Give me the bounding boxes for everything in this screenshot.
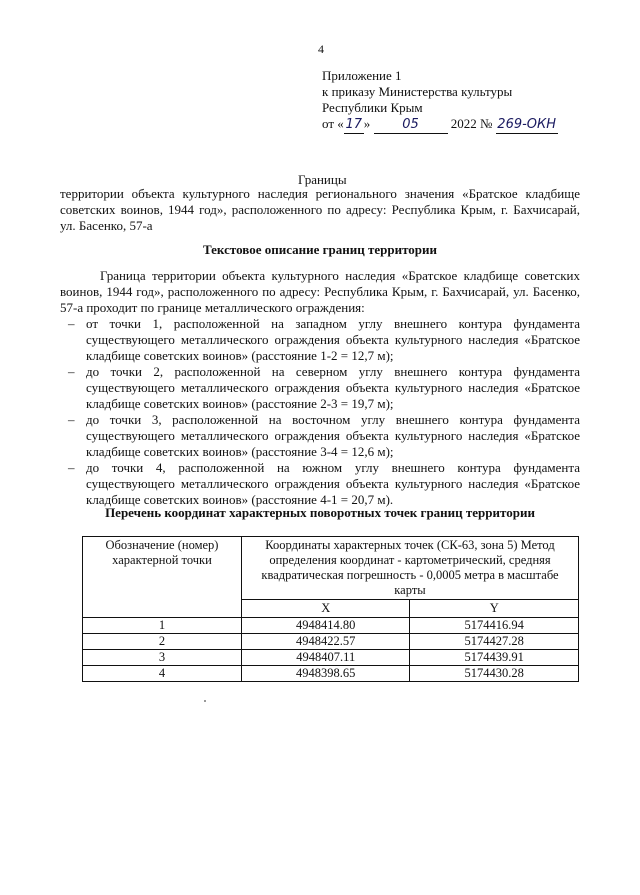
cell-x: 4948414.80 [242, 618, 410, 634]
order-number: 269-ОКН [497, 117, 557, 132]
date-year: 2022 № [450, 116, 493, 131]
table-row [83, 666, 579, 682]
list-item-text: от точки 1, расположенной на западном углу внешнего контура фундамента существующего металлического ограждения объекта культурного наследия «Братское кладбище советских воинов» (расстояние 1-2 = 12,7 м); [86, 316, 580, 363]
appendix-line-3: Республики Крым [322, 100, 423, 115]
list-dash: – [68, 364, 75, 379]
document-title: Границы [298, 172, 347, 187]
date-day: 17 [345, 117, 363, 132]
list-item [60, 412, 580, 460]
list-dash: – [68, 412, 75, 427]
list-item [60, 316, 580, 364]
table-row [83, 618, 579, 634]
cell-x: 4948422.57 [242, 634, 410, 650]
date-prefix: от « [322, 116, 344, 131]
list-item-text: до точки 2, расположенной на северном углу внешнего контура фундамента существующего металлического ограждения объекта культурного наследия «Братское кладбище советских воинов» (расстояние 2-3 = 19,7 м); [86, 364, 580, 411]
cell-y: 5174439.91 [410, 650, 579, 666]
list-item [60, 460, 580, 508]
list-item [60, 364, 580, 412]
cell-point: 4 [83, 666, 242, 682]
document-subtitle: территории объекта культурного наследия регионального значения «Братское кладбище советских воинов, 1944 год», расположенного по адресу: Республика Крым, г. Бахчисарай, ул. Басенко, 57-а [60, 186, 580, 233]
header-coordinates: Координаты характерных точек (СК-63, зона 5) Метод определения координат - картометрический, средняя квадратическая погрешность - 0,0005 метра в масштабе карты [242, 537, 579, 600]
appendix-date-line [322, 116, 558, 134]
table-row [83, 650, 579, 666]
section-heading-description: Текстовое описание границ территории [202, 242, 438, 257]
table-header-row [83, 537, 579, 600]
cell-point: 1 [83, 618, 242, 634]
cell-y: 5174416.94 [410, 618, 579, 634]
header-y: Y [410, 600, 579, 618]
appendix-header [322, 68, 558, 134]
appendix-line-1: Приложение 1 [322, 68, 402, 83]
cell-y: 5174430.28 [410, 666, 579, 682]
list-item-text: до точки 3, расположенной на восточном углу внешнего контура фундамента существующего металлического ограждения объекта культурного наследия «Братское кладбище советских воинов» (расстояние 3-4 = 12,6 м); [86, 412, 580, 459]
cell-x: 4948398.65 [242, 666, 410, 682]
date-mid: » [363, 116, 371, 131]
description-intro: Граница территории объекта культурного наследия «Братское кладбище советских воинов, 1944 год», расположенного по адресу: Республика Крым, г. Бахчисарай, ул. Басенко, 57-а проходит по границе металлического ограждения: [60, 268, 580, 315]
header-point-designation: Обозначение (номер) характерной точки [83, 537, 242, 618]
page-number: 4 [318, 42, 324, 56]
appendix-line-2: к приказу Министерства культуры [322, 84, 513, 99]
table-row [83, 634, 579, 650]
cell-x: 4948407.11 [242, 650, 410, 666]
list-item-text: до точки 4, расположенной на южном углу внешнего контура фундамента существующего металлического ограждения объекта культурного наследия «Братское кладбище советских воинов» (расстояние 4-1 = 20,7 м). [86, 460, 580, 507]
list-dash: – [68, 460, 75, 475]
coordinates-table [82, 536, 579, 682]
boundary-points-list [60, 316, 580, 508]
scan-speck [204, 700, 206, 702]
cell-point: 3 [83, 650, 242, 666]
description-body [60, 268, 580, 508]
section-heading-coordinates: Перечень координат характерных поворотных точек границ территории [105, 505, 535, 520]
cell-point: 2 [83, 634, 242, 650]
date-month: 05 [374, 117, 448, 134]
cell-y: 5174427.28 [410, 634, 579, 650]
list-dash: – [68, 316, 75, 331]
header-x: X [242, 600, 410, 618]
